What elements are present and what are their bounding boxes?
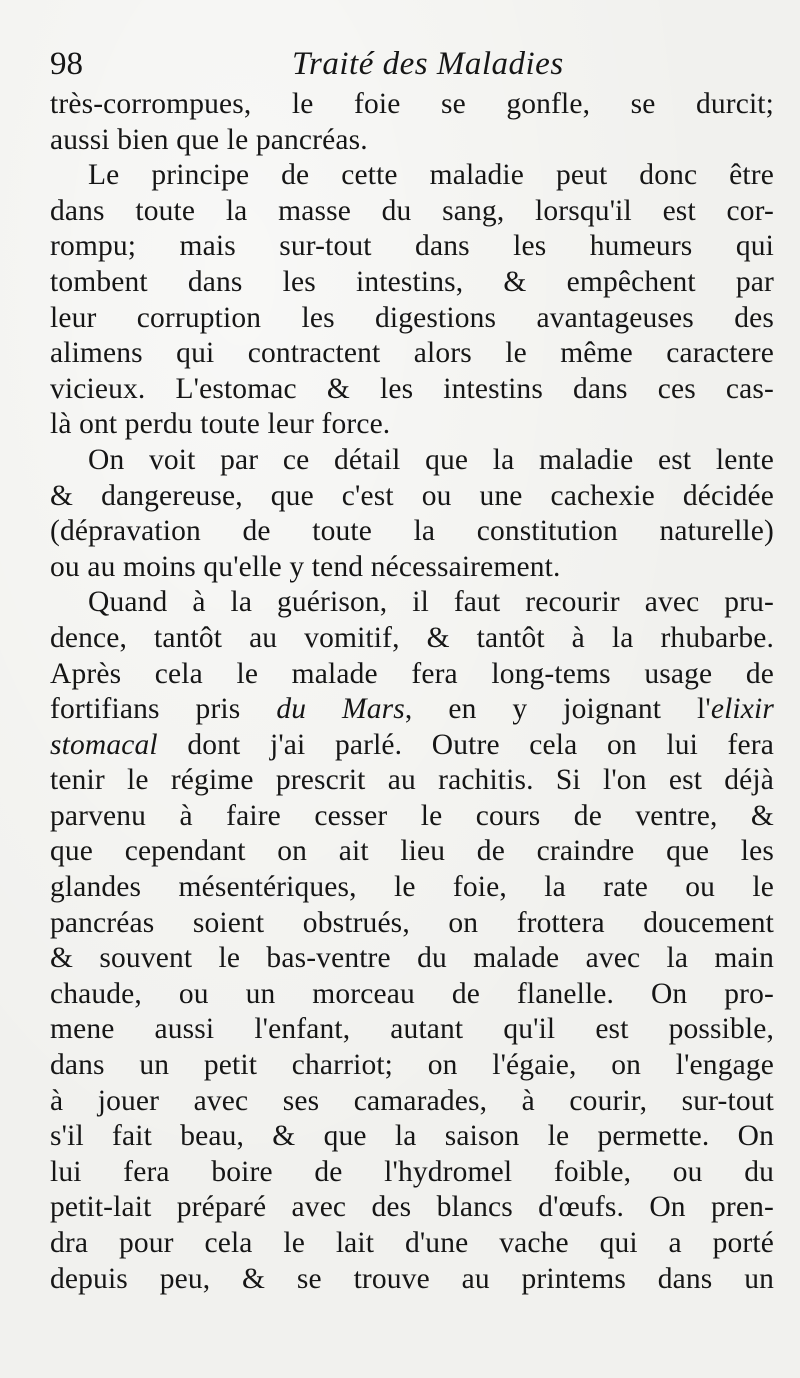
text-segment: dence, tantôt au vomitif, & tantôt à la rhubarbe. xyxy=(50,621,774,654)
text-segment: chaude, ou un morceau de flanelle. On pro- xyxy=(50,977,774,1010)
italic-text: du Mars xyxy=(276,693,405,726)
text-segment: dont j'ai parlé. Outre cela on lui fera xyxy=(157,728,774,761)
text-line xyxy=(50,229,774,265)
text-segment: petit-lait préparé avec des blancs d'œufs. On pren- xyxy=(50,1191,774,1224)
text-line xyxy=(50,550,774,586)
text-segment: fortifians pris xyxy=(50,693,277,726)
text-segment: mene aussi l'enfant, autant qu'il est possible, xyxy=(50,1013,774,1046)
page-header xyxy=(50,38,750,90)
text-segment: & souvent le bas-ventre du malade avec la main xyxy=(50,942,774,975)
text-segment: dans un petit charriot; on l'égaie, on l'engage xyxy=(50,1049,774,1082)
text-line xyxy=(50,1190,774,1226)
text-line xyxy=(50,158,774,194)
text-segment: à jouer avec ses camarades, à courir, sur-tout xyxy=(50,1084,774,1117)
text-segment: vicieux. L'estomac & les intestins dans ces cas- xyxy=(50,372,774,405)
text-line xyxy=(50,123,774,159)
text-line xyxy=(50,1155,774,1191)
text-segment: s'il fait beau, & que la saison le permette. On xyxy=(50,1120,774,1153)
text-line xyxy=(50,194,774,230)
italic-text: stomacal xyxy=(50,728,158,761)
text-line xyxy=(50,1262,774,1298)
text-line xyxy=(50,87,774,123)
text-segment: Quand à la guérison, il faut recourir avec pru- xyxy=(88,586,774,619)
text-line xyxy=(50,799,774,835)
text-line xyxy=(50,407,774,443)
text-segment: leur corruption les digestions avantageuses des xyxy=(50,301,774,334)
running-title: Traité des Maladies xyxy=(292,46,564,82)
text-line xyxy=(50,692,774,728)
text-segment: là ont perdu toute leur force. xyxy=(50,408,391,441)
text-line xyxy=(50,514,774,550)
text-segment: (dépravation de toute la constitution naturelle) xyxy=(50,515,774,548)
text-line xyxy=(50,1226,774,1262)
page-number: 98 xyxy=(50,46,83,82)
text-line xyxy=(50,834,774,870)
text-segment: parvenu à faire cesser le cours de ventre, & xyxy=(50,799,774,832)
text-segment: Le principe de cette maladie peut donc être xyxy=(88,159,774,192)
text-line xyxy=(50,479,774,515)
text-segment: alimens qui contractent alors le même caractere xyxy=(50,337,774,370)
text-line xyxy=(50,301,774,337)
text-segment: que cependant on ait lieu de craindre que les xyxy=(50,835,774,868)
text-line xyxy=(50,763,774,799)
text-line xyxy=(50,621,774,657)
text-line xyxy=(50,372,774,408)
italic-text: elixir xyxy=(710,693,774,726)
text-segment: & dangereuse, que c'est ou une cachexie décidée xyxy=(50,479,774,512)
text-segment: lui fera boire de l'hydromel foible, ou du xyxy=(50,1155,774,1188)
text-segment: tenir le régime prescrit au rachitis. Si l'on est déjà xyxy=(50,764,774,797)
text-segment: tombent dans les intestins, & empêchent par xyxy=(50,265,774,298)
text-line xyxy=(50,728,774,764)
text-line xyxy=(50,1119,774,1155)
text-line xyxy=(50,906,774,942)
text-segment: glandes mésentériques, le foie, la rate ou le xyxy=(50,871,774,904)
text-line xyxy=(50,336,774,372)
text-segment: On voit par ce détail que la maladie est lente xyxy=(88,443,774,476)
text-line xyxy=(50,1048,774,1084)
text-line xyxy=(50,870,774,906)
text-line xyxy=(50,265,774,301)
text-segment: rompu; mais sur-tout dans les humeurs qui xyxy=(50,230,774,263)
text-line xyxy=(50,585,774,621)
text-segment: pancréas soient obstrués, on frottera doucement xyxy=(50,906,774,939)
text-segment: dans toute la masse du sang, lorsqu'il est cor- xyxy=(50,194,774,227)
text-line xyxy=(50,977,774,1013)
text-segment: ou au moins qu'elle y tend nécessairement. xyxy=(50,550,561,583)
text-segment: dra pour cela le lait d'une vache qui a porté xyxy=(50,1227,774,1259)
text-line xyxy=(50,443,774,479)
text-line xyxy=(50,941,774,977)
text-segment: depuis peu, & se trouve au printems dans un xyxy=(50,1262,774,1295)
text-segment: aussi bien que le pancréas. xyxy=(50,123,368,156)
text-line xyxy=(50,1084,774,1120)
text-segment: Après cela le malade fera long-tems usage de xyxy=(50,657,774,690)
body-text xyxy=(50,87,774,1297)
text-segment: , en y joignant l' xyxy=(404,693,711,726)
text-line xyxy=(50,1012,774,1048)
text-line xyxy=(50,657,774,693)
text-segment: très-corrompues, le foie se gonfle, se durcit; xyxy=(50,88,774,120)
